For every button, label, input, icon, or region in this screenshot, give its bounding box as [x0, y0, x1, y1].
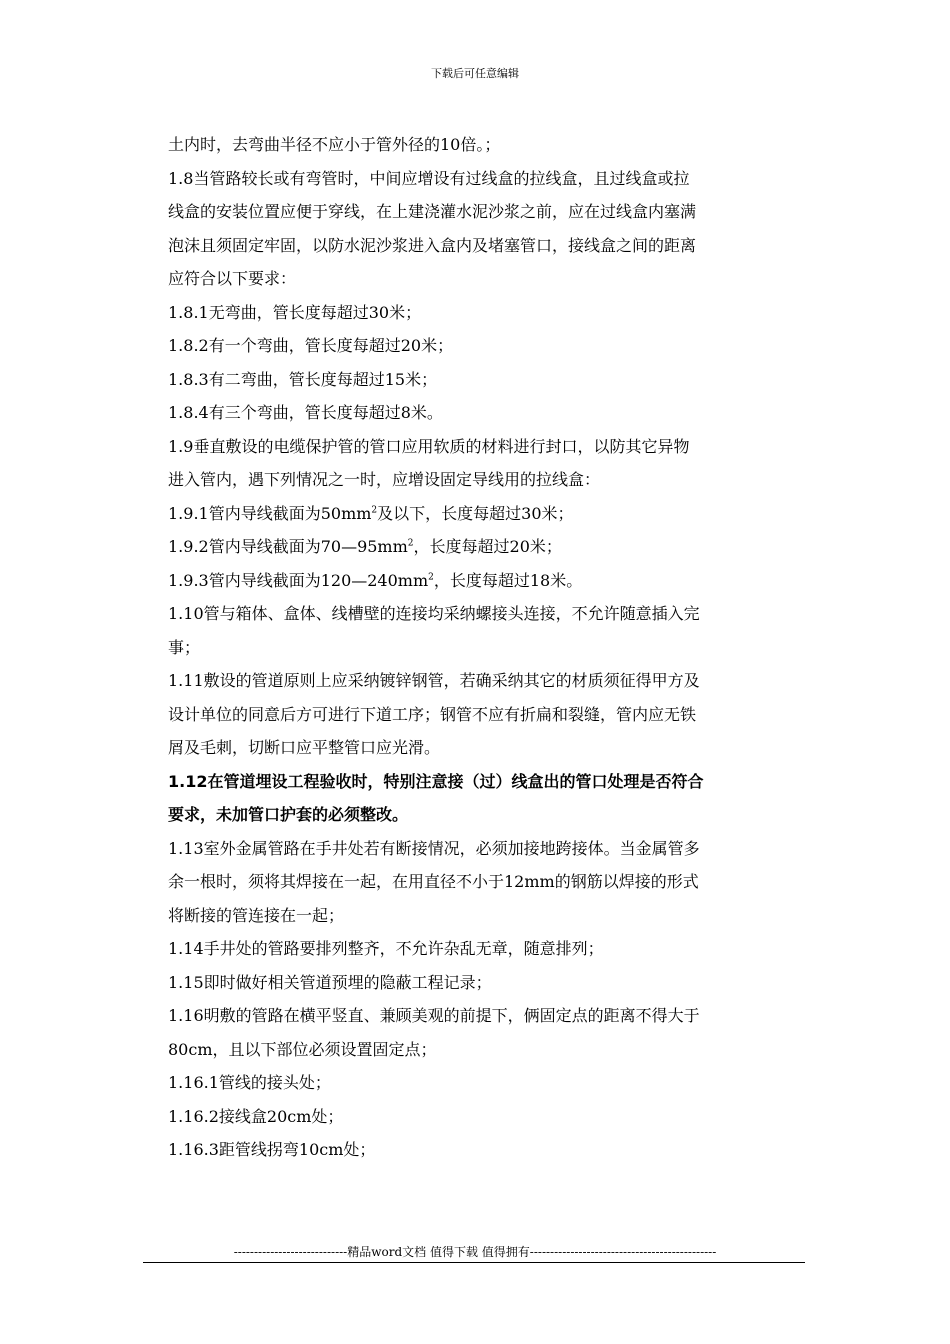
text-line: 应符合以下要求：	[168, 269, 297, 288]
text-line: 1.8当管路较长或有弯管时，中间应增设有过线盒的拉线盒，且过线盒或拉	[168, 168, 690, 188]
text-line: 屑及毛刺，切断口应平整管口应光滑。	[168, 738, 441, 757]
text-line: 1.11敷设的管道原则上应采纳镀锌钢管，若确采纳其它的材质须征得甲方及	[168, 671, 700, 690]
text-line: 1.16明敷的管路在横平竖直、兼顾美观的前提下，俩固定点的距离不得大于	[168, 1006, 700, 1025]
text-line: 1.10管与箱体、盒体、线槽壁的连接均采纳螺接头连接，不允许随意插入完	[168, 604, 700, 623]
text-line: 泡沫且须固定牢固，以防水泥沙浆进入盒内及堵塞管口，接线盒之间的距离	[168, 235, 697, 255]
text-line: 余一根时，须将其焊接在一起，在用直径不小于12mm的钢筋以焊接的形式	[168, 872, 699, 891]
text-segment: 及以下，长度每超过30米；	[377, 503, 574, 523]
text-line: 将断接的管连接在一起；	[168, 905, 345, 925]
text-segment: 1.9.3管内导线截面为120—240mm	[168, 570, 429, 590]
text-line: 1.16.1管线的接头处；	[168, 1073, 331, 1092]
document-body	[168, 128, 810, 1167]
text-segment: ，长度每超过18米。	[433, 570, 583, 590]
text-line: 1.9垂直敷设的电缆保护管的管口应用软质的材料进行封口，以防其它异物	[168, 436, 690, 456]
text-line: 80cm，且以下部位必须设置固定点；	[168, 1039, 437, 1059]
superscript: 2	[407, 538, 414, 549]
bold-text-line: 1.12在管道埋设工程验收时，特别注意接（过）线盒出的管口处理是否符合	[168, 771, 704, 791]
bold-text-line: 要求，未加管口护套的必须整改。	[168, 805, 409, 824]
superscript: 2	[428, 572, 434, 583]
text-line: 1.8.2有一个弯曲，管长度每超过20米；	[168, 336, 454, 355]
text-line: 事；	[168, 637, 201, 657]
text-line: 设计单位的同意后方可进行下道工序；钢管不应有折扁和裂缝，管内应无铁	[168, 704, 697, 724]
text-line: 1.16.3距管线拐弯10cm处；	[168, 1140, 376, 1159]
text-line: 1.8.3有二弯曲，管长度每超过15米；	[168, 369, 438, 389]
text-line: 1.13室外金属管路在手井处若有断接情况，必须加接地跨接体。当金属管多	[168, 838, 700, 858]
text-line	[168, 530, 810, 564]
text-segment: 1.9.1管内导线截面为50mm	[168, 503, 372, 523]
text-line: 1.16.2接线盒20cm处；	[168, 1106, 344, 1126]
text-line: 进入管内，遇下列情况之一时，应增设固定导线用的拉线盒：	[168, 470, 601, 489]
superscript: 2	[371, 505, 378, 516]
text-line	[168, 564, 810, 598]
text-line: 1.15即时做好相关管道预埋的隐蔽工程记录；	[168, 972, 492, 992]
text-segment: ，长度每超过20米；	[413, 537, 562, 556]
text-line: 1.14手井处的管路要排列整齐，不允许杂乱无章，随意排列；	[168, 939, 604, 958]
text-line: 1.8.4有三个弯曲，管长度每超过8米。	[168, 403, 443, 422]
text-line: 1.8.1无弯曲，管长度每超过30米；	[168, 302, 422, 322]
page-header: 下载后可任意编辑	[431, 67, 519, 80]
text-line	[168, 497, 810, 531]
text-line: 土内时，去弯曲半径不应小于管外径的10倍。；	[168, 135, 501, 154]
page-footer: ----------------------------精品word文档 值得下载 值得拥有----------------------------------------------	[233, 1245, 717, 1259]
text-segment: 1.9.2管内导线截面为70—95mm	[168, 537, 408, 556]
text-line: 线盒的安装位置应便于穿线，在上建浇灌水泥沙浆之前，应在过线盒内塞满	[168, 202, 697, 221]
footer-rule	[143, 1262, 805, 1263]
